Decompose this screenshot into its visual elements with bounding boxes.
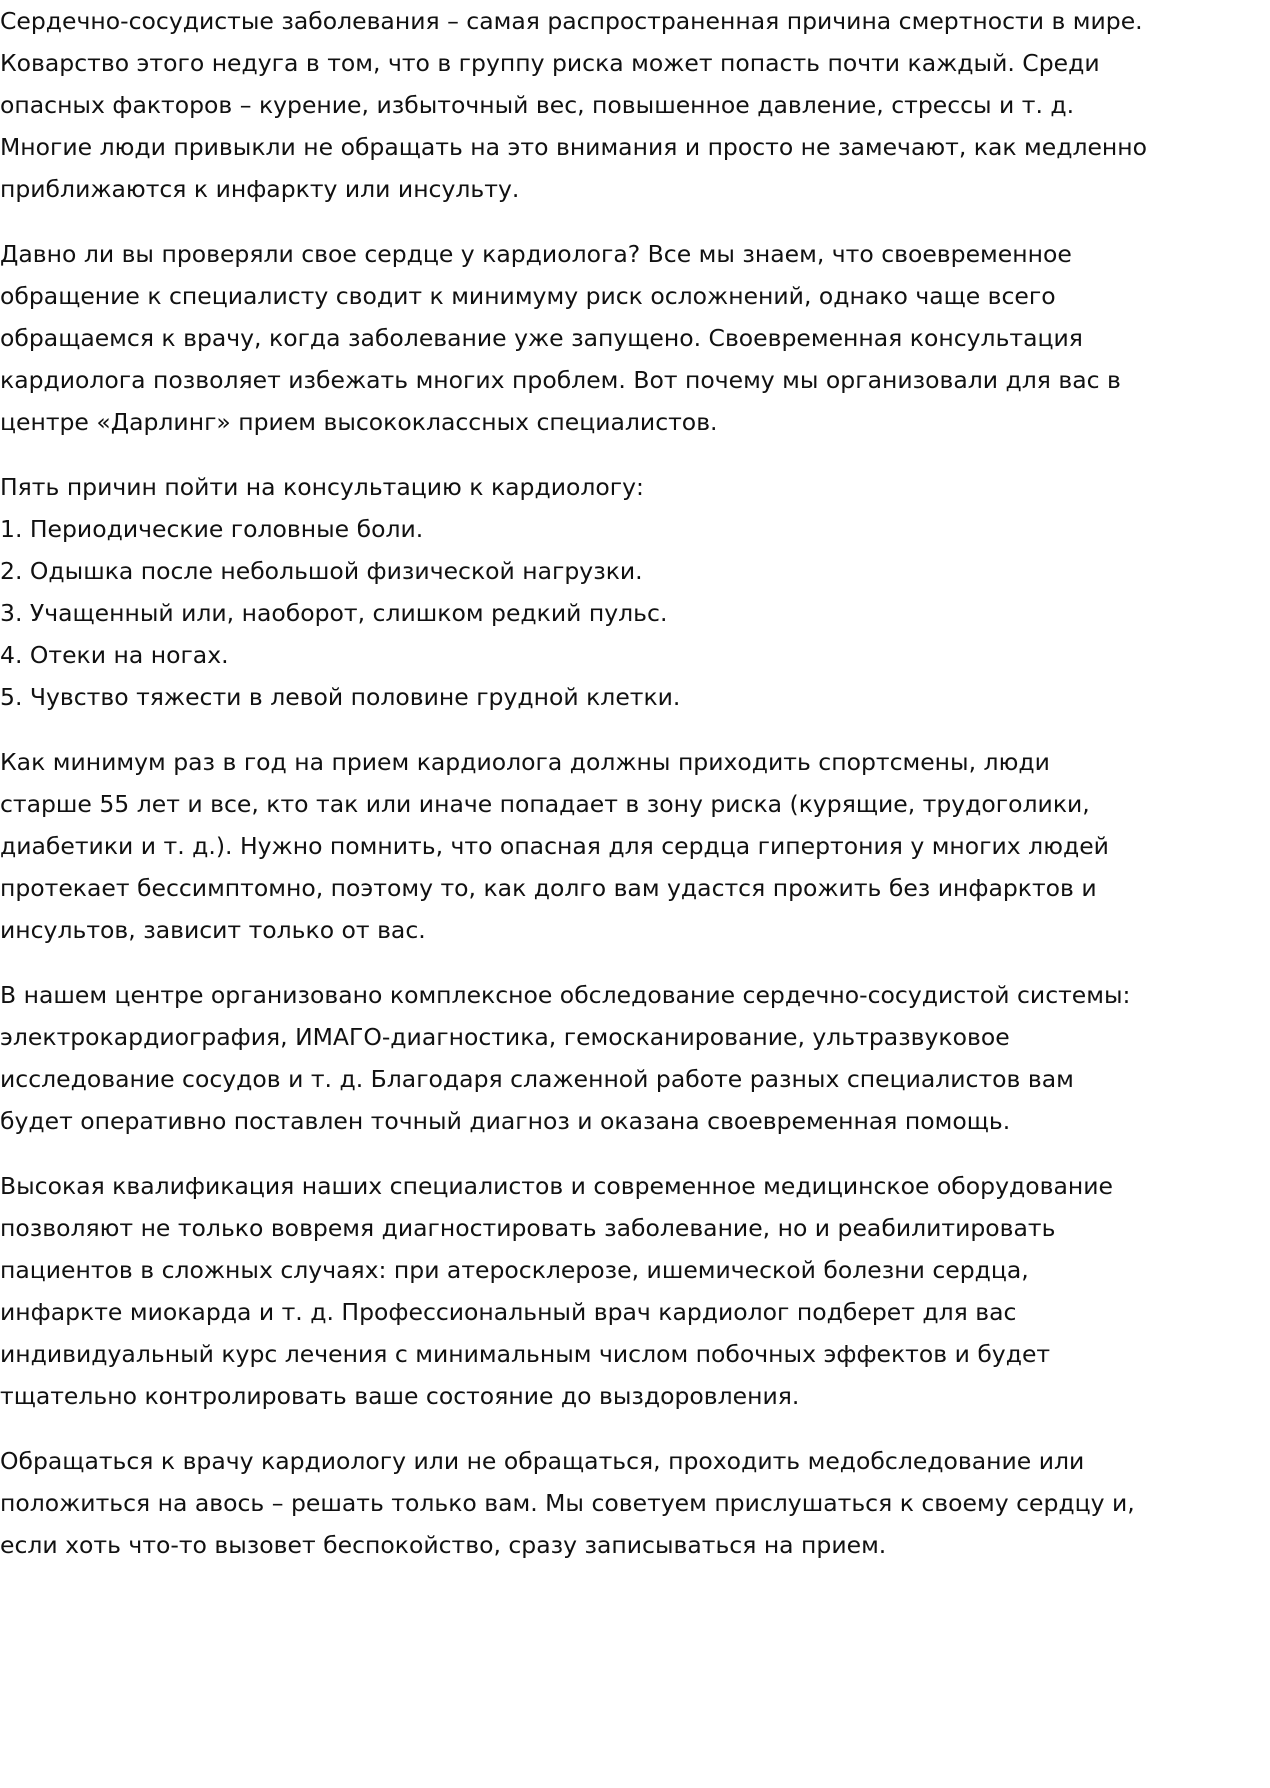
text-line: исследование сосудов и т. д. Благодаря слаженной работе разных специалистов вам — [0, 1065, 1074, 1093]
text-line: Высокая квалификация наших специалистов и современное медицинское оборудование — [0, 1172, 1113, 1200]
text-line: протекает бессимптомно, поэтому то, как долго вам удастся прожить без инфарктов и — [0, 874, 1097, 902]
paragraph-diagnostics — [0, 974, 1270, 1142]
text-line: Коварство этого недуга в том, что в группу риска может попасть почти каждый. Среди — [0, 49, 1100, 77]
text-line: опасных факторов – курение, избыточный вес, повышенное давление, стрессы и т. д. — [0, 91, 1075, 119]
text-line: инсультов, зависит только от вас. — [0, 916, 426, 944]
text-line: будет оперативно поставлен точный диагноз и оказана своевременная помощь. — [0, 1107, 1011, 1135]
paragraph-conclusion — [0, 1440, 1270, 1566]
list-item: 4. Отеки на ногах. — [0, 641, 229, 669]
reasons-heading: Пять причин пойти на консультацию к кардиологу: — [0, 473, 644, 501]
text-line: позволяют не только вовремя диагностировать заболевание, но и реабилитировать — [0, 1214, 1056, 1242]
paragraph-specialists — [0, 1165, 1270, 1417]
list-item: 3. Учащенный или, наоборот, слишком редкий пульс. — [0, 599, 668, 627]
text-line: обращаемся к врачу, когда заболевание уже запущено. Своевременная консультация — [0, 324, 1083, 352]
text-line: если хоть что-то вызовет беспокойство, сразу записываться на прием. — [0, 1531, 887, 1559]
text-line: центре «Дарлинг» прием высококлассных специалистов. — [0, 408, 718, 436]
text-line: диабетики и т. д.). Нужно помнить, что опасная для сердца гипертония у многих людей — [0, 832, 1109, 860]
paragraph-checkup — [0, 233, 1270, 443]
text-line: Как минимум раз в год на прием кардиолога должны приходить спортсмены, люди — [0, 748, 1050, 776]
paragraph-intro — [0, 0, 1270, 210]
text-line: электрокардиография, ИМАГО-диагностика, гемосканирование, ультразвуковое — [0, 1023, 1010, 1051]
text-line: Обращаться к врачу кардиологу или не обращаться, проходить медобследование или — [0, 1447, 1085, 1475]
text-line: положиться на авось – решать только вам. Мы советуем прислушаться к своему сердцу и, — [0, 1489, 1135, 1517]
text-line: тщательно контролировать ваше состояние до выздоровления. — [0, 1382, 800, 1410]
text-line: старше 55 лет и все, кто так или иначе попадает в зону риска (курящие, трудоголики, — [0, 790, 1090, 818]
text-line: пациентов в сложных случаях: при атеросклерозе, ишемической болезни сердца, — [0, 1256, 1029, 1284]
text-line: кардиолога позволяет избежать многих проблем. Вот почему мы организовали для вас в — [0, 366, 1121, 394]
text-line: обращение к специалисту сводит к минимуму риск осложнений, однако чаще всего — [0, 282, 1056, 310]
text-line: В нашем центре организовано комплексное обследование сердечно-сосудистой системы: — [0, 981, 1131, 1009]
text-line: Сердечно-сосудистые заболевания – самая распространенная причина смертности в мире. — [0, 7, 1143, 35]
list-item: 2. Одышка после небольшой физической нагрузки. — [0, 557, 643, 585]
paragraph-risk-groups — [0, 741, 1270, 951]
text-line: индивидуальный курс лечения с минимальным числом побочных эффектов и будет — [0, 1340, 1051, 1368]
list-item: 1. Периодические головные боли. — [0, 515, 424, 543]
text-line: инфаркте миокарда и т. д. Профессиональный врач кардиолог подберет для вас — [0, 1298, 1017, 1326]
text-line: Многие люди привыкли не обращать на это внимания и просто не замечают, как медленно — [0, 133, 1148, 161]
text-line: Давно ли вы проверяли свое сердце у кардиолога? Все мы знаем, что своевременное — [0, 240, 1072, 268]
text-line: приближаются к инфаркту или инсульту. — [0, 175, 520, 203]
reasons-list — [0, 466, 1270, 718]
list-item: 5. Чувство тяжести в левой половине грудной клетки. — [0, 683, 681, 711]
